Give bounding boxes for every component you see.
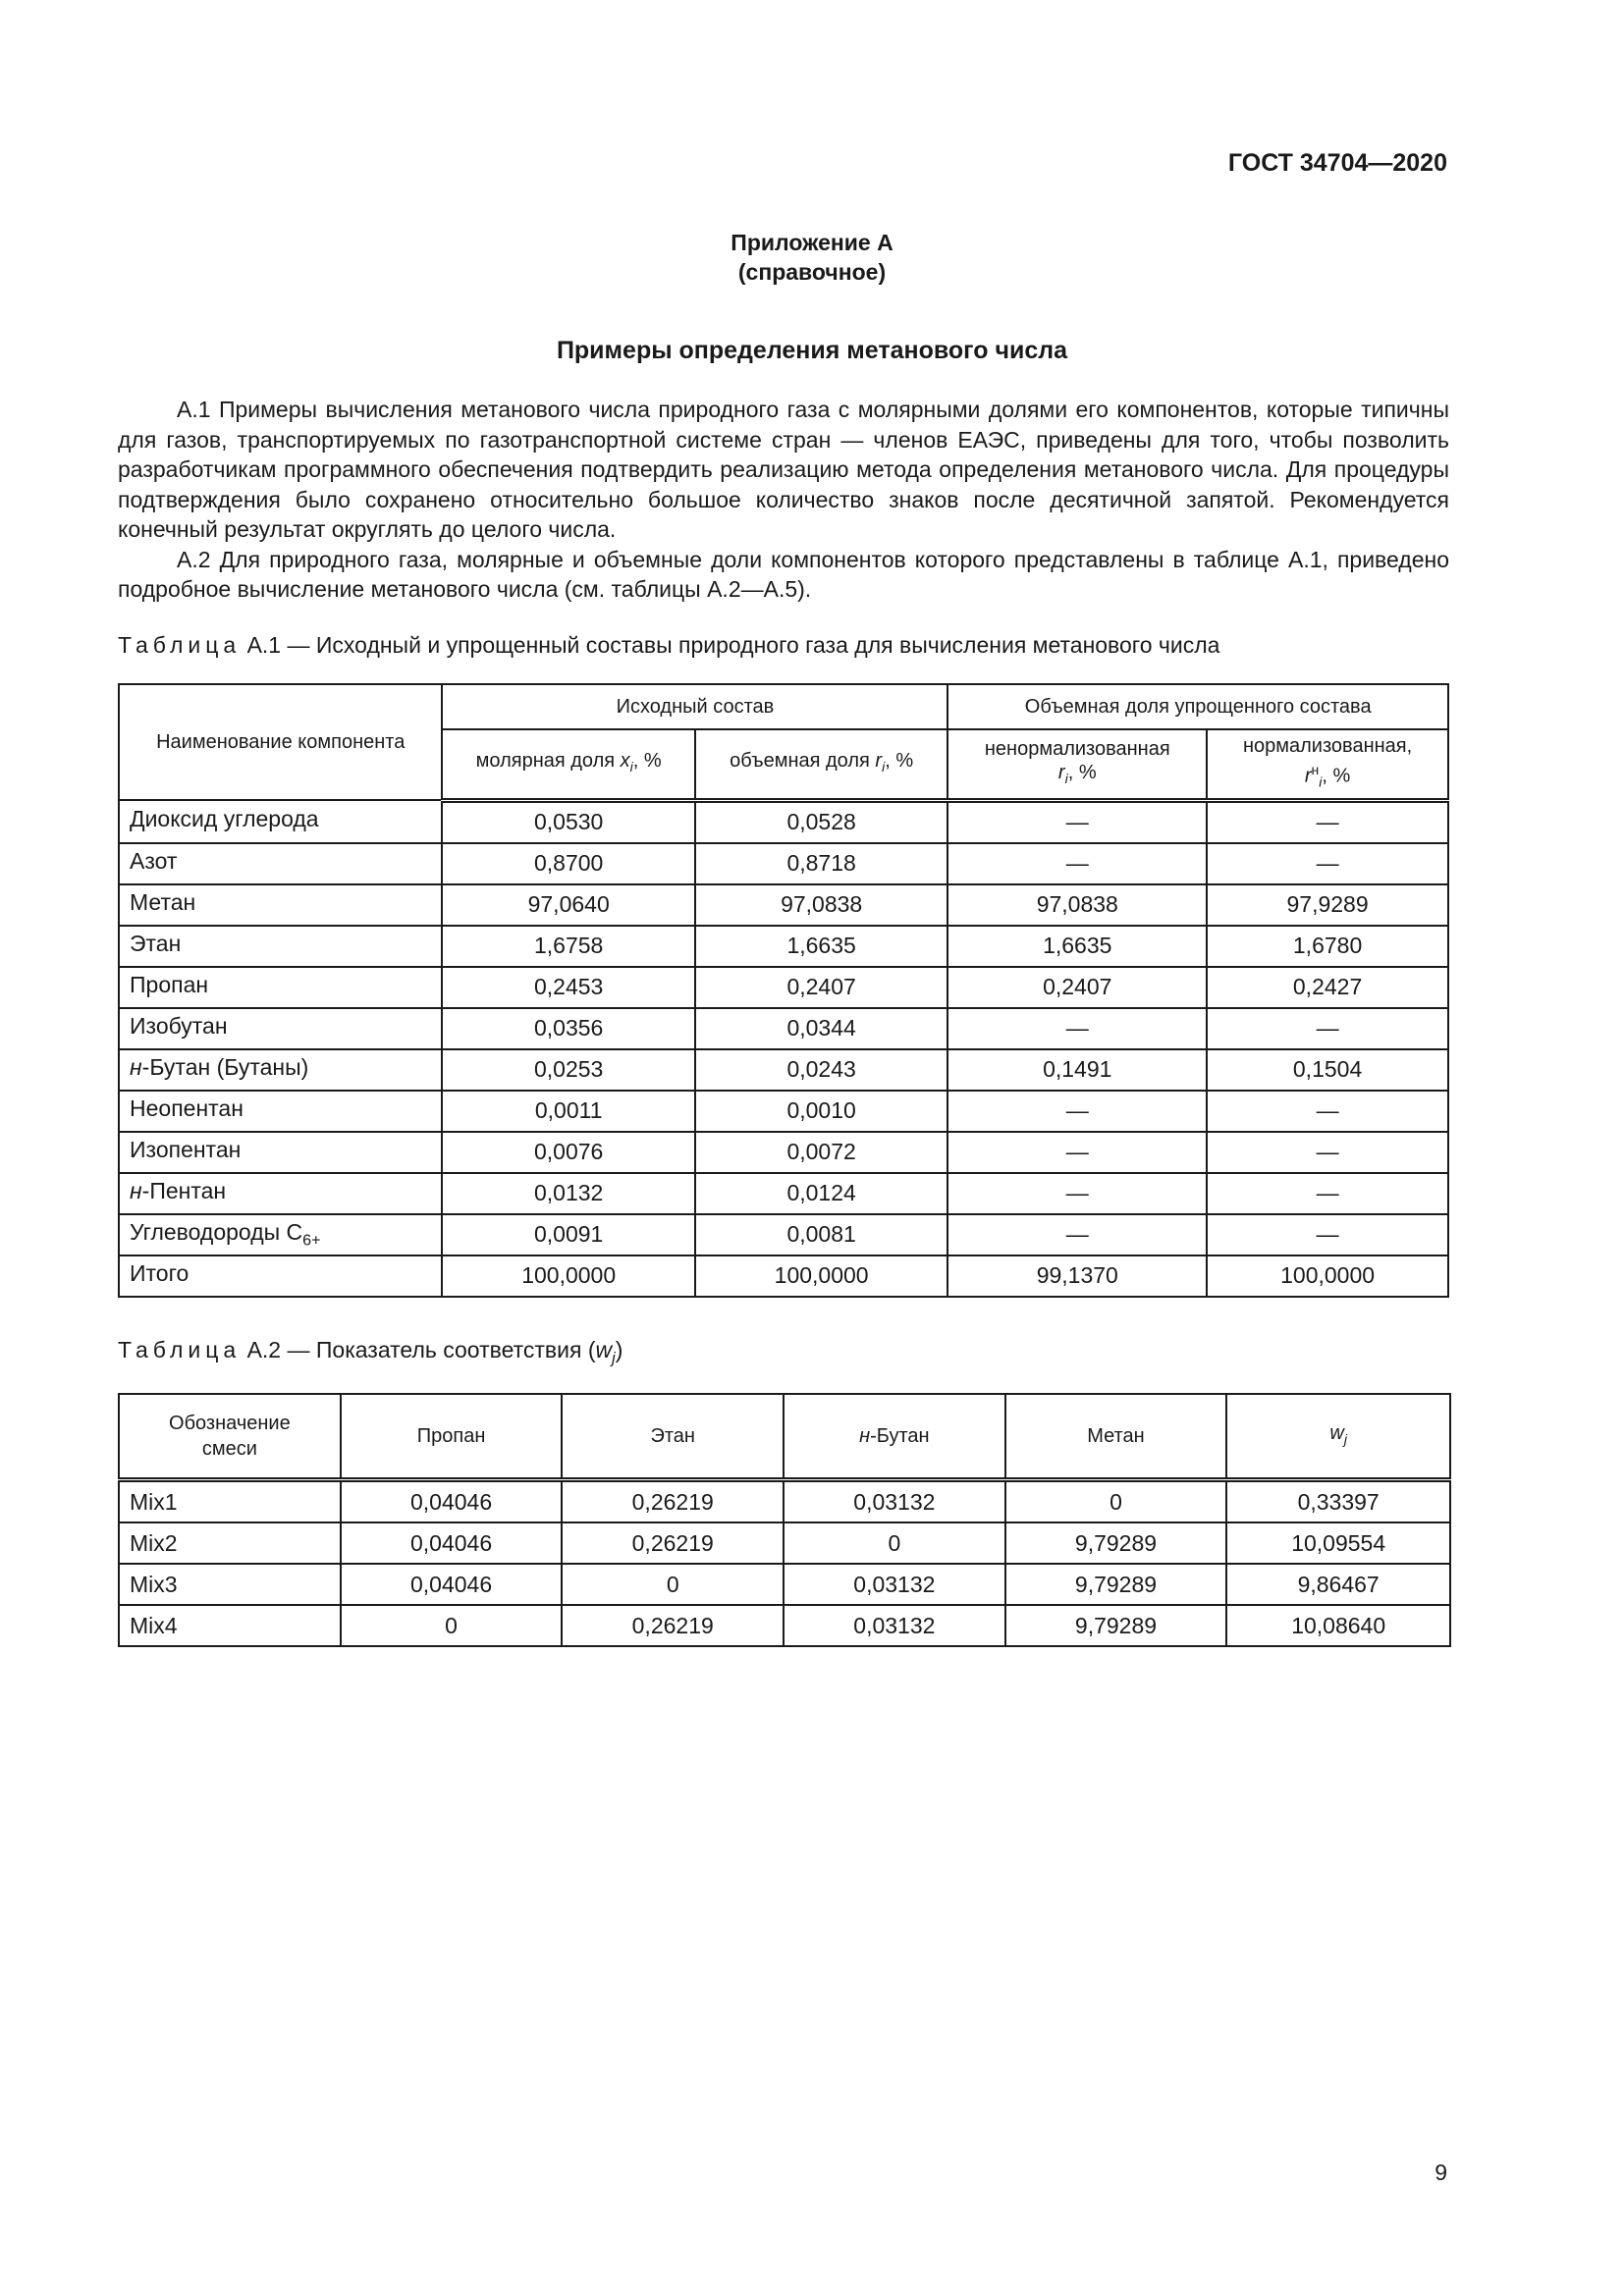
volume-value: 0,2407 bbox=[695, 967, 947, 1008]
header-molar-fraction: молярная доля $x_i$, % bbox=[442, 729, 694, 800]
volume-value: 1,6635 bbox=[695, 926, 947, 967]
norm-value: 0,1504 bbox=[1207, 1049, 1448, 1091]
volume-value: 0,0243 bbox=[695, 1049, 947, 1091]
butane-value: 0,03132 bbox=[784, 1480, 1005, 1523]
volume-value: 0,8718 bbox=[695, 843, 947, 884]
header-ethane: Этан bbox=[562, 1394, 784, 1480]
nonnorm-value: — bbox=[947, 1173, 1207, 1214]
propane-value: 0 bbox=[341, 1605, 563, 1646]
norm-value: 100,0000 bbox=[1207, 1255, 1448, 1297]
component-name: н-Бутан (Бутаны) bbox=[119, 1049, 442, 1091]
table-row bbox=[119, 884, 1448, 926]
norm-value: — bbox=[1207, 1008, 1448, 1049]
table1-caption-label: Таблица bbox=[118, 632, 242, 658]
header-initial-composition: Исходный состав bbox=[442, 684, 947, 729]
nonnorm-value: 1,6635 bbox=[947, 926, 1207, 967]
table-row bbox=[119, 1480, 1450, 1523]
norm-value: — bbox=[1207, 1214, 1448, 1255]
norm-value: — bbox=[1207, 843, 1448, 884]
ethane-value: 0,26219 bbox=[562, 1605, 784, 1646]
butane-value: 0,03132 bbox=[784, 1564, 1005, 1605]
nonnorm-value: — bbox=[947, 800, 1207, 843]
molar-value: 0,0091 bbox=[442, 1214, 694, 1255]
norm-value: — bbox=[1207, 1132, 1448, 1173]
component-name: Итого bbox=[119, 1255, 442, 1297]
component-name: Пропан bbox=[119, 967, 442, 1008]
methane-value: 9,79289 bbox=[1005, 1564, 1227, 1605]
header-mix: Обозначение смеси bbox=[119, 1394, 341, 1480]
mix-id: Mix1 bbox=[119, 1480, 341, 1523]
volume-value: 100,0000 bbox=[695, 1255, 947, 1297]
mix-id: Mix3 bbox=[119, 1564, 341, 1605]
table-row bbox=[119, 1522, 1450, 1564]
propane-value: 0,04046 bbox=[341, 1564, 563, 1605]
header-methane: Метан bbox=[1005, 1394, 1227, 1480]
w-value: 10,08640 bbox=[1226, 1605, 1450, 1646]
component-name: Изобутан bbox=[119, 1008, 442, 1049]
table1-caption bbox=[118, 632, 1219, 659]
nonnorm-value: 99,1370 bbox=[947, 1255, 1207, 1297]
annex-heading bbox=[0, 228, 1624, 287]
table-row bbox=[119, 800, 1448, 843]
header-propane: Пропан bbox=[341, 1394, 563, 1480]
butane-value: 0,03132 bbox=[784, 1605, 1005, 1646]
table2-caption: Таблица А.2 — Показатель соответствия $(w_j)$ bbox=[118, 1337, 623, 1367]
volume-value: 0,0081 bbox=[695, 1214, 947, 1255]
propane-value: 0,04046 bbox=[341, 1480, 563, 1523]
norm-value: — bbox=[1207, 1173, 1448, 1214]
molar-value: 100,0000 bbox=[442, 1255, 694, 1297]
molar-value: 0,0253 bbox=[442, 1049, 694, 1091]
nonnorm-value: — bbox=[947, 843, 1207, 884]
methane-value: 0 bbox=[1005, 1480, 1227, 1523]
table-row-total bbox=[119, 1255, 1448, 1297]
table2-caption-text: А.2 — Показатель соответствия ( bbox=[246, 1337, 596, 1362]
header-butane: н-Бутан bbox=[784, 1394, 1005, 1480]
volume-value: 0,0072 bbox=[695, 1132, 947, 1173]
w-value: 0,33397 bbox=[1226, 1480, 1450, 1523]
volume-value: 97,0838 bbox=[695, 884, 947, 926]
volume-value: 0,0010 bbox=[695, 1091, 947, 1132]
nonnorm-value: — bbox=[947, 1214, 1207, 1255]
norm-value: — bbox=[1207, 800, 1448, 843]
header-volume-fraction: объемная доля $r_i$, % bbox=[695, 729, 947, 800]
header-component: Наименование компонента bbox=[119, 684, 442, 800]
document-code: ГОСТ 34704—2020 bbox=[1227, 149, 1447, 177]
norm-value: — bbox=[1207, 1091, 1448, 1132]
methane-value: 9,79289 bbox=[1005, 1605, 1227, 1646]
table-a2 bbox=[118, 1393, 1451, 1647]
annex-label: Приложение А bbox=[731, 230, 893, 255]
table-row bbox=[119, 1091, 1448, 1132]
header-wj: $w_j$ bbox=[1226, 1394, 1450, 1480]
component-name: н-Пентан bbox=[119, 1173, 442, 1214]
methane-value: 9,79289 bbox=[1005, 1522, 1227, 1564]
molar-value: 0,0076 bbox=[442, 1132, 694, 1173]
table-row bbox=[119, 1173, 1448, 1214]
component-name: Неопентан bbox=[119, 1091, 442, 1132]
table2-caption-label: Таблица bbox=[118, 1337, 242, 1362]
mix-id: Mix2 bbox=[119, 1522, 341, 1564]
header-normalized: нормализованная, $r^н_i$, % bbox=[1207, 729, 1448, 800]
nonnorm-value: 0,1491 bbox=[947, 1049, 1207, 1091]
w-value: 10,09554 bbox=[1226, 1522, 1450, 1564]
norm-value: 1,6780 bbox=[1207, 926, 1448, 967]
norm-value: 97,9289 bbox=[1207, 884, 1448, 926]
ethane-value: 0 bbox=[562, 1564, 784, 1605]
component-name: Азот bbox=[119, 843, 442, 884]
volume-value: 0,0124 bbox=[695, 1173, 947, 1214]
component-name: Диоксид углерода bbox=[119, 800, 442, 843]
nonnorm-value: 97,0838 bbox=[947, 884, 1207, 926]
paragraph-a2: А.2 Для природного газа, молярные и объемные доли компонентов которого представлены в таблице А.1, приведено подробное вычисление метанового числа (см. таблицы А.2—А.5). bbox=[118, 546, 1449, 602]
component-name: Углеводороды $С_{6+}$ bbox=[119, 1214, 442, 1255]
table-row bbox=[119, 1132, 1448, 1173]
norm-value: 0,2427 bbox=[1207, 967, 1448, 1008]
mix-id: Mix4 bbox=[119, 1605, 341, 1646]
header-simplified-volume: Объемная доля упрощенного состава bbox=[947, 684, 1448, 729]
butane-value: 0 bbox=[784, 1522, 1005, 1564]
molar-value: 97,0640 bbox=[442, 884, 694, 926]
propane-value: 0,04046 bbox=[341, 1522, 563, 1564]
header-nonnormalized: ненормализованная $r_i$, % bbox=[947, 729, 1207, 800]
table-row bbox=[119, 843, 1448, 884]
w-value: 9,86467 bbox=[1226, 1564, 1450, 1605]
component-name: Метан bbox=[119, 884, 442, 926]
nonnorm-value: — bbox=[947, 1091, 1207, 1132]
component-name: Изопентан bbox=[119, 1132, 442, 1173]
volume-value: 0,0344 bbox=[695, 1008, 947, 1049]
molar-value: 0,0356 bbox=[442, 1008, 694, 1049]
table-row bbox=[119, 926, 1448, 967]
component-name: Этан bbox=[119, 926, 442, 967]
volume-value: 0,0528 bbox=[695, 800, 947, 843]
molar-value: 0,2453 bbox=[442, 967, 694, 1008]
table-row bbox=[119, 1049, 1448, 1091]
molar-value: 0,0132 bbox=[442, 1173, 694, 1214]
table-row bbox=[119, 1008, 1448, 1049]
ethane-value: 0,26219 bbox=[562, 1480, 784, 1523]
molar-value: 0,0530 bbox=[442, 800, 694, 843]
table-row bbox=[119, 1605, 1450, 1646]
nonnorm-value: 0,2407 bbox=[947, 967, 1207, 1008]
table-row bbox=[119, 1564, 1450, 1605]
annex-status: (справочное) bbox=[737, 259, 887, 285]
section-title: Примеры определения метанового числа bbox=[556, 337, 1068, 364]
nonnorm-value: — bbox=[947, 1008, 1207, 1049]
table-row bbox=[119, 967, 1448, 1008]
molar-value: 1,6758 bbox=[442, 926, 694, 967]
page-number: 9 bbox=[1435, 2160, 1447, 2185]
table1-caption-text: А.1 — Исходный и упрощенный составы природного газа для вычисления метанового числа bbox=[246, 632, 1220, 658]
ethane-value: 0,26219 bbox=[562, 1522, 784, 1564]
table-a1 bbox=[118, 683, 1449, 1298]
nonnorm-value: — bbox=[947, 1132, 1207, 1173]
molar-value: 0,8700 bbox=[442, 843, 694, 884]
molar-value: 0,0011 bbox=[442, 1091, 694, 1132]
table-row bbox=[119, 1214, 1448, 1255]
body-text bbox=[118, 395, 1449, 605]
paragraph-a1: А.1 Примеры вычисления метанового числа природного газа с молярными долями его компонентов, которые типичны для газов, транспортируемых по газотранспортной системе стран — членов ЕАЭС, приведены для того, чтобы позволить разработчикам программного обеспечения подтвердить реализацию метода определения метанового числа. Для процедуры подтверждения было сохранено относительно большое количество знаков после десятичной запятой. Рекомендуется конечный результат округлять до целого числа. bbox=[118, 397, 1449, 542]
